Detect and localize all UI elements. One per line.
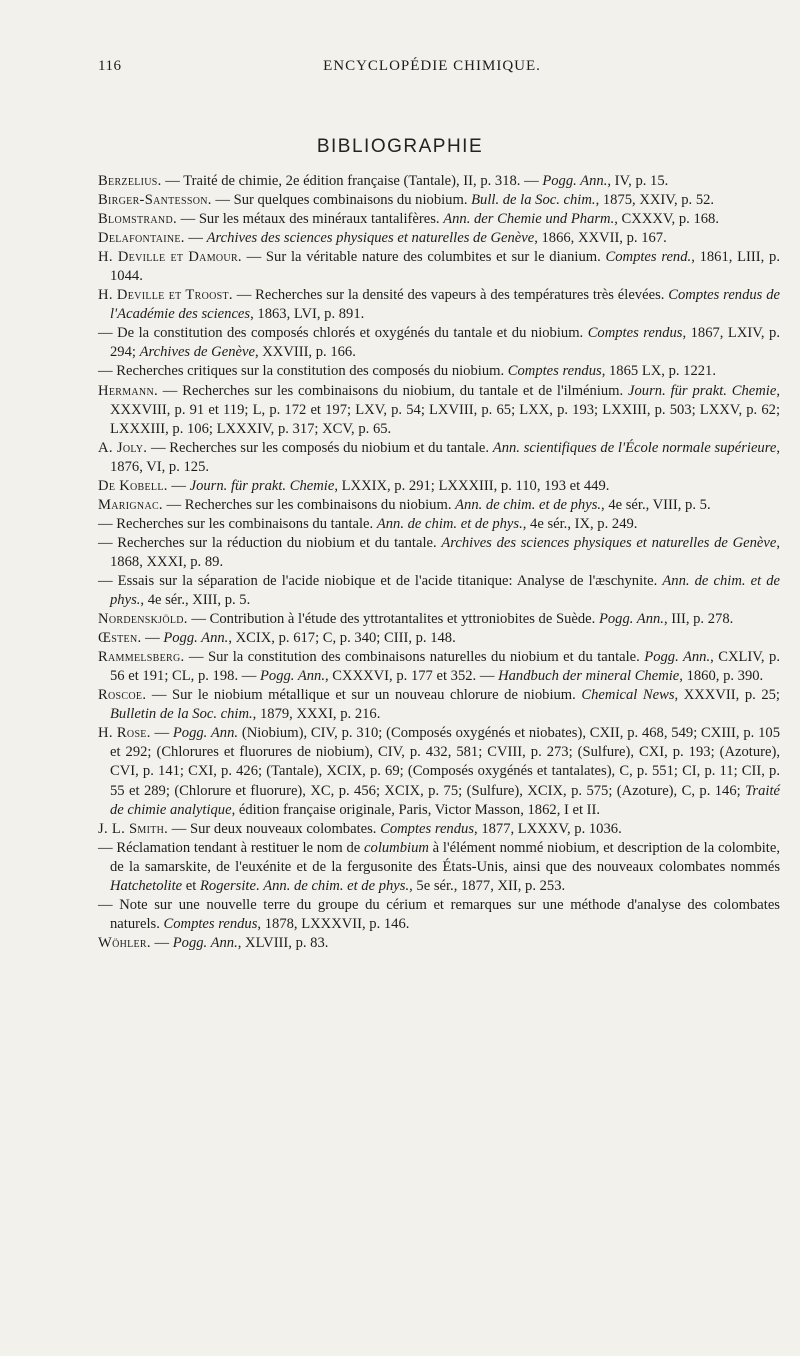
entry-source-title: Ann. der Chemie und Pharm. — [443, 211, 615, 228]
entry-source-title: Archives de Genève — [139, 344, 255, 361]
entry-source-title: Rogersite — [199, 877, 256, 894]
bibliography-entry — [98, 534, 780, 572]
entry-text: — — [150, 934, 173, 951]
entry-source-title: Ann. de chim. et de phys. — [110, 572, 780, 609]
entry-source-title: Pogg. Ann. — [172, 934, 238, 951]
bibliography-list — [98, 172, 780, 953]
entry-text: — Sur quelques combinaisons du niobium. — [211, 192, 472, 209]
running-head — [98, 58, 766, 80]
entry-source-title: Comptes rend. — [605, 249, 692, 266]
entry-text: — Traité de chimie, 2e édition française (Tantale), II, p. 318. — — [161, 173, 543, 189]
entry-text: , 1868, XXXI, p. 89. — [110, 534, 780, 570]
entry-author: Œsten. — [98, 630, 142, 647]
entry-source-title: Pogg. Ann. — [163, 630, 229, 647]
bibliography-entry — [98, 477, 780, 496]
entry-source-title: Comptes rendus — [380, 820, 475, 837]
bibliography-entry — [98, 648, 780, 686]
bibliography-entry — [98, 820, 780, 839]
entry-text: , XCIX, p. 617; C, p. 340; CIII, p. 148. — [228, 630, 456, 647]
entry-author: J. L. Smith. — [98, 820, 169, 837]
entry-source-title: Ann. de chim. et de phys. — [376, 515, 523, 532]
entry-author: Delafontaine. — [98, 230, 185, 247]
entry-source-title: Bulletin de la Soc. chim. — [110, 706, 253, 723]
entry-source-title: Pogg. Ann. — [644, 649, 711, 666]
entry-text: , XXXVIII, p. 91 et 119; L, p. 172 et 197; LXV, p. 54; LXVIII, p. 65; LXX, p. 193; LXXIII, p. 503; LXXV, p. 62; LXXXIII, p. 106; LXXXIV, p. 317; XCV, p. 65. — [110, 382, 780, 437]
running-title: ENCYCLOPÉDIE CHIMIQUE. — [323, 58, 541, 74]
entry-text: , CXLIV, p. 56 et 191; CL, p. 198. — — [110, 649, 781, 685]
entry-author: Nordenskjöld. — [98, 611, 188, 628]
entry-text: — Recherches sur les combinaisons du niobium. — [162, 496, 456, 513]
entry-author: Hermann. — [98, 382, 158, 399]
entry-source-title: Comptes rendus — [163, 915, 258, 932]
entry-text: , IV, p. 15. — [607, 173, 669, 189]
entry-source-title: Bull. de la Soc. chim. — [471, 192, 596, 209]
entry-source-title: Ann. scientifiques de l'École normale supérieure — [492, 439, 777, 456]
bibliography-entry — [98, 172, 780, 191]
entry-source-title: Traité de chimie analytique — [110, 782, 780, 818]
entry-source-title: Comptes rendus de l'Académie des sciences — [110, 287, 780, 323]
entry-source-title: Journ. für prakt. Chemie — [628, 382, 777, 399]
entry-text: , 1875, XXIV, p. 52. — [595, 192, 715, 209]
entry-source-title: Pogg. Ann. — [542, 173, 608, 189]
bibliography-entry — [98, 191, 780, 210]
entry-source-title: Ann. de chim. et de phys. — [263, 877, 410, 894]
entry-text: , 1865 LX, p. 1221. — [601, 363, 717, 380]
entry-text: — Sur les métaux des minéraux tantalifères. — [176, 211, 444, 228]
bibliography-entry — [98, 572, 780, 610]
entry-author: Roscoe. — [98, 687, 147, 704]
entry-text: — Sur deux nouveaux colombates. — [168, 820, 381, 837]
entry-text: , XXXVII, p. 25; — [674, 687, 780, 704]
entry-source-title: Chemical News — [581, 687, 675, 704]
entry-text: — Recherches sur les combinaisons du niobium, du tantale et de l'ilménium. — [157, 382, 629, 399]
entry-text: . — [255, 877, 264, 894]
entry-text: à l'élément nommé niobium, et description de la colombite, de la samarskite, de l'euxénite et de la fergusonite des États-Unis, ainsi que des nouveaux colombates nommés — [110, 839, 780, 875]
bibliography-entry — [98, 229, 780, 248]
entry-source-title: Hatchetolite — [110, 877, 183, 894]
entry-text: — De la constitution des composés chlorés et oxygénés du tantale et du niobium. — [98, 325, 588, 342]
entry-author: H. Rose. — [98, 725, 151, 742]
entry-text: , XLVIII, p. 83. — [237, 934, 329, 951]
bibliography-entry — [98, 686, 780, 724]
entry-text: — Recherches sur les composés du niobium et du tantale. — [147, 439, 493, 456]
entry-source-title: Ann. de chim. et de phys. — [455, 496, 602, 513]
entry-text: , III, p. 278. — [663, 611, 734, 628]
entry-source-title: Comptes rendus — [587, 325, 683, 342]
bibliography-entry — [98, 382, 780, 439]
entry-text: et — [182, 877, 200, 894]
bibliography-entry — [98, 934, 780, 953]
bibliography-entry — [98, 439, 780, 477]
entry-text: , 4e sér., XIII, p. 5. — [140, 592, 251, 609]
entry-author: Wöhler. — [98, 934, 151, 951]
entry-text: , CXXXV, p. 168. — [614, 211, 719, 228]
entry-text: — Recherches critiques sur la constitution des composés du niobium. — [98, 363, 508, 380]
bibliography-entry — [98, 839, 780, 896]
entry-source-title: Pogg. Ann. — [260, 668, 325, 685]
bibliography-entry — [98, 362, 780, 381]
entry-text: , 4e sér., VIII, p. 5. — [601, 496, 711, 513]
bibliography-entry — [98, 210, 780, 229]
entry-source-title: Pogg. Ann. — [172, 725, 239, 742]
bibliography-entry — [98, 496, 780, 515]
entry-text: , édition française originale, Paris, Victor Masson, 1862, I et II. — [231, 801, 601, 818]
bibliography-entry — [98, 629, 780, 648]
entry-author: Marignac. — [98, 496, 163, 513]
entry-text: — — [167, 477, 190, 494]
entry-text: — Recherches sur la densité des vapeurs à des températures très élevées. — [232, 287, 669, 304]
entry-text: , 1867, LXIV, p. 294; — [110, 325, 780, 361]
entry-text: — Sur la constitution des combinaisons naturelles du niobium et du tantale. — [184, 649, 645, 666]
entry-text: — Recherches sur les combinaisons du tantale. — [98, 515, 377, 532]
entry-source-title: Archives des sciences physiques et naturelles de Genève — [441, 534, 777, 551]
entry-source-title: Comptes rendus — [507, 363, 602, 380]
entry-author: H. Deville et Troost. — [98, 287, 233, 304]
entry-text: , 1876, VI, p. 125. — [110, 439, 780, 475]
entry-text: , 5e sér., 1877, XII, p. 253. — [409, 877, 566, 894]
entry-source-title: Archives des sciences physiques et naturelles de Genève — [206, 230, 535, 247]
entry-author: De Kobell. — [98, 477, 168, 494]
entry-author: Blomstrand. — [98, 211, 177, 228]
page-number: 116 — [98, 58, 122, 74]
entry-source-title: Journ. für prakt. Chemie — [189, 477, 335, 494]
bibliography-entry — [98, 724, 780, 819]
entry-text: (Niobium), CIV, p. 310; (Composés oxygénés et niobates), CXII, p. 468, 549; CXIII, p. 105 et 292; (Chlorures et fluorures de niobium), CIV, p. 432, 581; CVIII, p. 273; (Sulfure), CXI, p. 193; (Azoture), CVI, p. 141; CXI, p. 426; (Tantale), XCIX, p. 69; (Composés oxygénés et tantalates), C, p. 551; CI, p. 11; CII, p. 55 et 289; (Chlorure et fluorure), XC, p. 456; XCIX, p. 75; (Sulfure), XCIX, p. 575; (Azoture), C, p. 146; — [110, 725, 780, 799]
entry-text: — Sur la véritable nature des columbites et sur le dianium. — [241, 249, 606, 266]
bibliography-entry — [98, 896, 780, 934]
entry-text: , 1878, LXXXVII, p. 146. — [257, 915, 410, 932]
bibliography-entry — [98, 248, 780, 286]
entry-text: , 4e sér., IX, p. 249. — [522, 515, 638, 532]
entry-author: Birger-Santesson. — [98, 192, 212, 209]
entry-text: — Contribution à l'étude des yttrotantalites et yttroniobites de Suède. — [187, 611, 599, 628]
entry-text: , 1860, p. 390. — [679, 668, 764, 685]
entry-author: A. Joly. — [98, 439, 148, 456]
entry-text: , 1877, LXXXV, p. 1036. — [474, 820, 622, 837]
section-title: BIBLIOGRAPHIE — [316, 136, 484, 157]
entry-text: , 1861, LIII, p. 1044. — [110, 249, 780, 285]
entry-text: , 1879, XXXI, p. 216. — [252, 706, 381, 723]
entry-text: , LXXIX, p. 291; LXXXIII, p. 110, 193 et 449. — [334, 477, 610, 494]
bibliography-entry — [98, 515, 780, 534]
entry-text: — Essais sur la séparation de l'acide niobique et de l'acide titanique: Analyse de l'æschynite. — [98, 572, 663, 589]
entry-text: — Note sur une nouvelle terre du groupe du cérium et remarques sur une méthode d'analyse des colombates naturels. — [98, 896, 780, 932]
entry-text: — — [141, 630, 164, 647]
entry-author: Berzelius. — [98, 173, 162, 189]
entry-text: — — [150, 725, 173, 742]
entry-source-title: columbium — [364, 839, 429, 856]
entry-text: — Sur le niobium métallique et sur un nouveau chlorure de niobium. — [146, 687, 582, 704]
entry-source-title: Handbuch der mineral Chemie — [498, 668, 680, 685]
entry-source-title: Pogg. Ann. — [598, 611, 664, 628]
bibliography-entry — [98, 324, 780, 362]
bibliography-entry — [98, 286, 780, 324]
entry-author: H. Deville et Damour. — [98, 249, 242, 266]
entry-text: , 1866, XXVII, p. 167. — [534, 230, 667, 247]
entry-text: — — [184, 230, 207, 247]
entry-text: — Recherches sur la réduction du niobium et du tantale. — [98, 534, 442, 551]
entry-text: , 1863, LVI, p. 891. — [250, 306, 365, 323]
entry-text: , XXVIII, p. 166. — [254, 344, 356, 361]
entry-text: , CXXXVI, p. 177 et 352. — — [325, 668, 499, 685]
entry-author: Rammelsberg. — [98, 649, 185, 666]
bibliography-entry — [98, 610, 780, 629]
entry-text: — Réclamation tendant à restituer le nom de — [98, 839, 365, 856]
